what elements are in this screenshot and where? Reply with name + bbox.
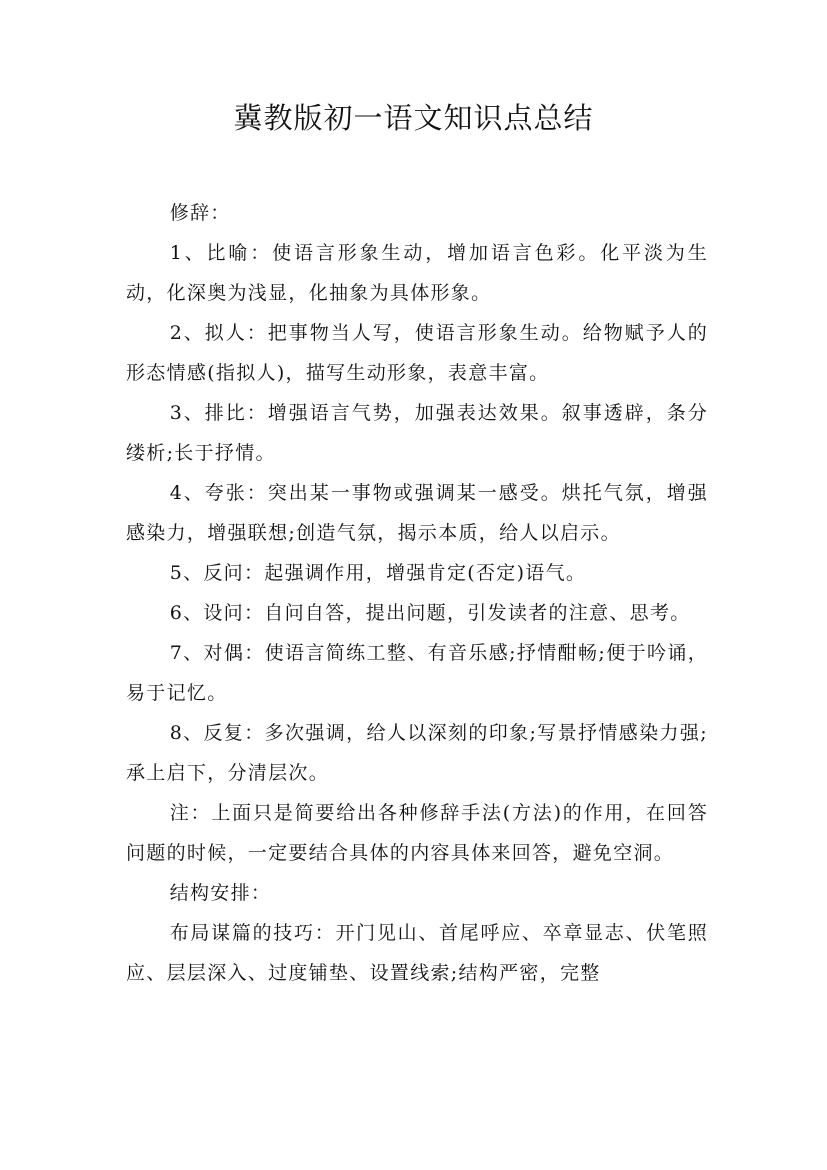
- paragraph-rhetorical-question: 5、反问：起强调作用，增强肯定(否定)语气。: [169, 562, 587, 584]
- paragraph-antithesis: 7、对偶：使语言简练工整、有音乐感;抒情酣畅;便于吟诵，易于记忆。: [126, 642, 708, 704]
- paragraph-note: 注：上面只是简要给出各种修辞手法(方法)的作用，在回答问题的时候，一定要结合具体的内容具体来回答，避免空洞。: [126, 802, 708, 864]
- paragraph-structure-heading: 结构安排：: [169, 882, 272, 904]
- document-body: [126, 193, 708, 993]
- document-title: 冀教版初一语文知识点总结: [233, 101, 594, 135]
- paragraph-rhetoric-heading: 修辞：: [169, 202, 231, 224]
- paragraph-metaphor: 1、比喻：使语言形象生动，增加语言色彩。化平淡为生动，化深奥为浅显，化抽象为具体形象。: [126, 242, 708, 304]
- paragraph-parallelism: 3、排比：增强语言气势，加强表达效果。叙事透辟，条分缕析;长于抒情。: [126, 402, 708, 464]
- paragraph-personification: 2、拟人：把事物当人写，使语言形象生动。给物赋予人的形态情感(指拟人)，描写生动形象，表意丰富。: [126, 322, 708, 384]
- paragraph-hyperbole: 4、夸张：突出某一事物或强调某一感受。烘托气氛，增强感染力，增强联想;创造气氛，揭示本质，给人以启示。: [126, 482, 708, 544]
- paragraph-repetition: 8、反复：多次强调，给人以深刻的印象;写景抒情感染力强;承上启下，分清层次。: [126, 722, 708, 784]
- paragraph-layout-techniques: 布局谋篇的技巧：开门见山、首尾呼应、卒章显志、伏笔照应、层层深入、过度铺垫、设置线索;结构严密，完整: [126, 922, 708, 984]
- paragraph-hypophora: 6、设问：自问自答，提出问题，引发读者的注意、思考。: [169, 602, 691, 624]
